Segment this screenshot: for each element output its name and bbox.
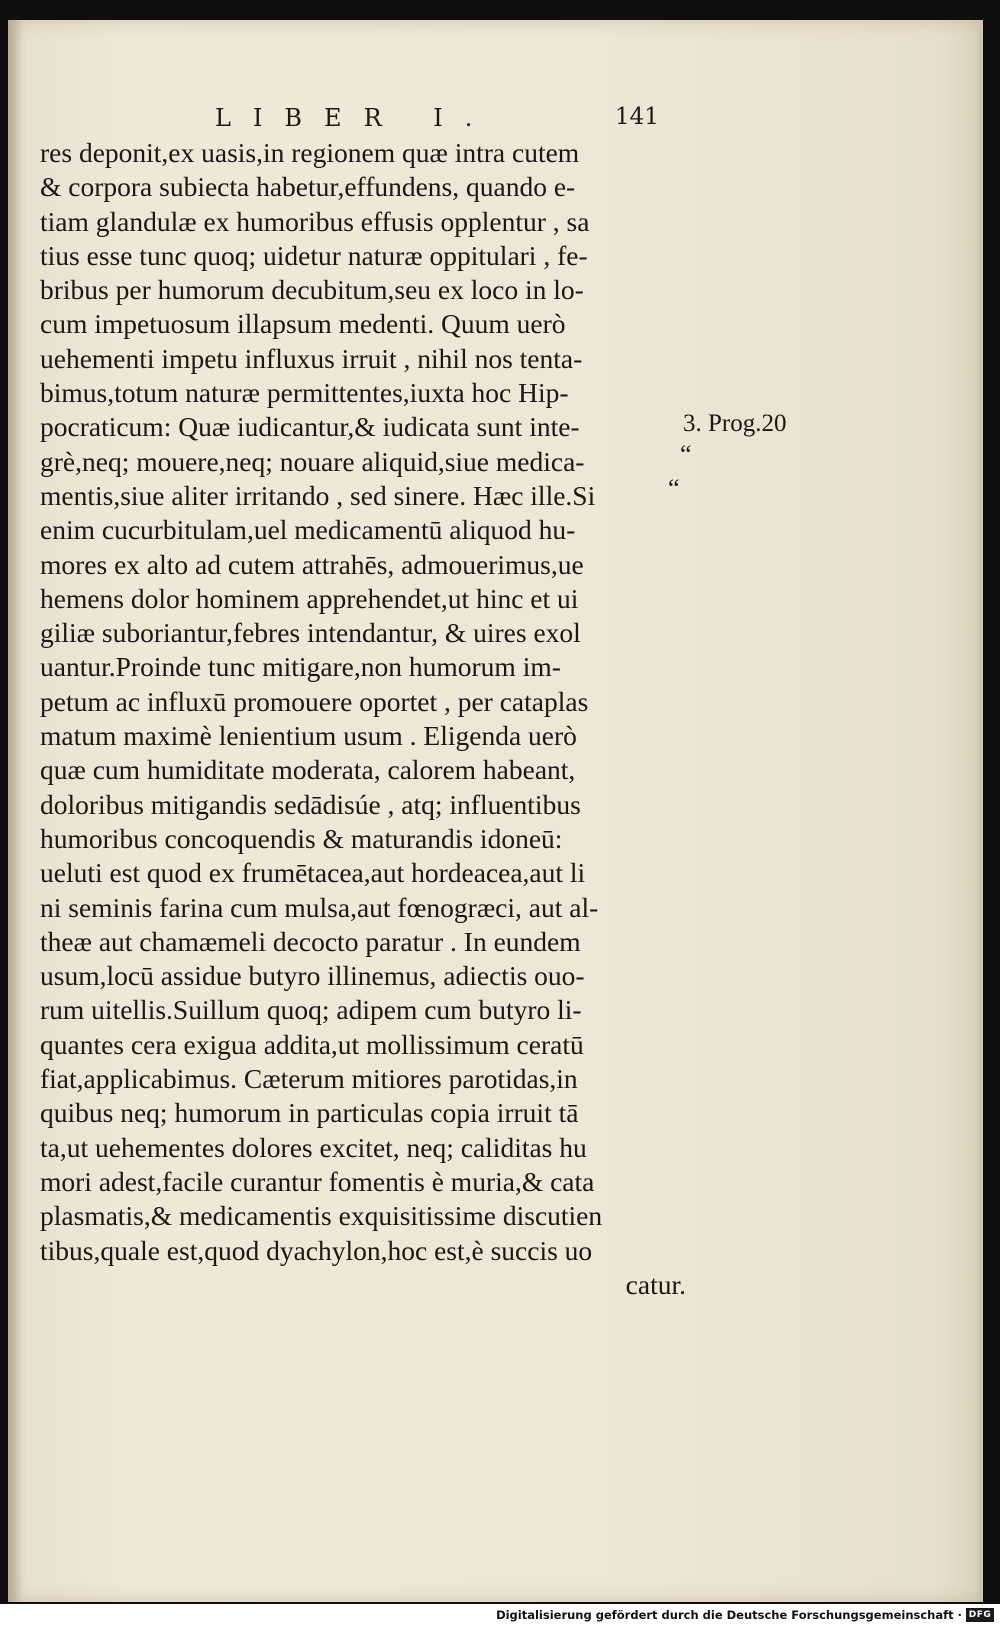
text-line: plasmatis,& medicamentis exquisitissime discutien — [40, 1200, 603, 1232]
footer-credit: Digitalisierung gefördert durch die Deutsche Forschungsgemeinschaft · — [496, 1608, 962, 1622]
catchword: catur. — [625, 1268, 686, 1300]
text-line: doloribus mitigandis sedādisúe , atq; influentibus — [40, 788, 581, 820]
text-line: ni seminis farina cum mulsa,aut fœnogræci, aut al- — [40, 891, 599, 923]
text-line: quantes cera exigua addita,ut mollissimum ceratū — [40, 1028, 584, 1060]
page-number: 141 — [615, 104, 659, 130]
quotation-mark: “ — [668, 474, 680, 503]
page-edge-shadow — [975, 20, 983, 1602]
text-line: tius esse tunc quoq; uidetur naturæ oppitulari , fe- — [40, 239, 588, 271]
text-line: petum ac influxū promouere oportet , per cataplas — [40, 685, 589, 717]
text-line: giliæ suboriantur,febres intendantur, & uires exol — [40, 617, 581, 649]
text-line: bribus per humorum decubitum,seu ex loco in lo- — [40, 274, 584, 306]
text-line: ueluti est quod ex frumētacea,aut hordeacea,aut li — [40, 857, 586, 889]
text-line: uehementi impetu influxus irruit , nihil nos tenta- — [40, 342, 583, 374]
text-line: fiat,applicabimus. Cæterum mitiores parotidas,in — [40, 1063, 578, 1095]
text-line: theæ aut chamæmeli decocto paratur . In eundem — [40, 925, 581, 957]
text-line: enim cucurbitulam,uel medicamentū aliquod hu- — [40, 514, 576, 546]
text-line: matum maximè lenientium usum . Eligenda uerò — [40, 720, 577, 752]
text-line: hemens dolor hominem apprehendet,ut hinc et ui — [40, 582, 579, 614]
running-head-title: LIBER I. — [215, 104, 495, 132]
text-line: quæ cum humiditate moderata, calorem habeant, — [40, 754, 576, 786]
text-line: humoribus concoquendis & maturandis idoneū: — [40, 822, 563, 854]
text-line: tiam glandulæ ex humoribus effusis opplentur , sa — [40, 205, 590, 237]
quotation-mark: “ — [680, 440, 692, 469]
running-head — [215, 104, 695, 134]
text-line: grè,neq; mouere,neq; nouare aliquid,siue medica- — [40, 445, 585, 477]
text-line: cum impetuosum illapsum medenti. Quum uerò — [40, 308, 566, 340]
text-line: quibus neq; humorum in particulas copia irruit tā — [40, 1097, 579, 1129]
text-line: bimus,totum naturæ permittentes,iuxta hoc Hip- — [40, 377, 569, 409]
text-line: mori adest,facile curantur fomentis è muria,& cata — [40, 1165, 595, 1197]
margin-note-reference: 3. Prog.20 — [683, 410, 787, 437]
digitization-footer — [0, 1604, 1000, 1627]
text-line: usum,locū assidue butyro illinemus, adiectis ouo- — [40, 960, 585, 992]
text-line: & corpora subiecta habetur,effundens, quando e- — [40, 171, 576, 203]
text-line: tibus,quale est,quod dyachylon,hoc est,è succis uo — [40, 1234, 593, 1266]
text-line: ta,ut uehementes dolores excitet, neq; caliditas hu — [40, 1131, 587, 1163]
text-line: pocraticum: Quæ iudicantur,& iudicata sunt inte- — [40, 411, 580, 443]
page-gutter-shadow — [8, 20, 22, 1602]
text-line: res deponit,ex uasis,in regionem quæ intra cutem — [40, 137, 580, 168]
text-line: mentis,siue aliter irritando , sed sinere. Hæc ille.Si — [40, 479, 596, 511]
text-line: mores ex alto ad cutem attrahēs, admouerimus,ue — [40, 548, 584, 580]
text-line: uantur.Proinde tunc mitigare,non humorum im- — [40, 651, 561, 683]
text-line: rum uitellis.Suillum quoq; adipem cum butyro li- — [40, 994, 582, 1026]
dfg-logo: DFG — [966, 1608, 994, 1622]
main-text-block — [40, 136, 700, 1302]
